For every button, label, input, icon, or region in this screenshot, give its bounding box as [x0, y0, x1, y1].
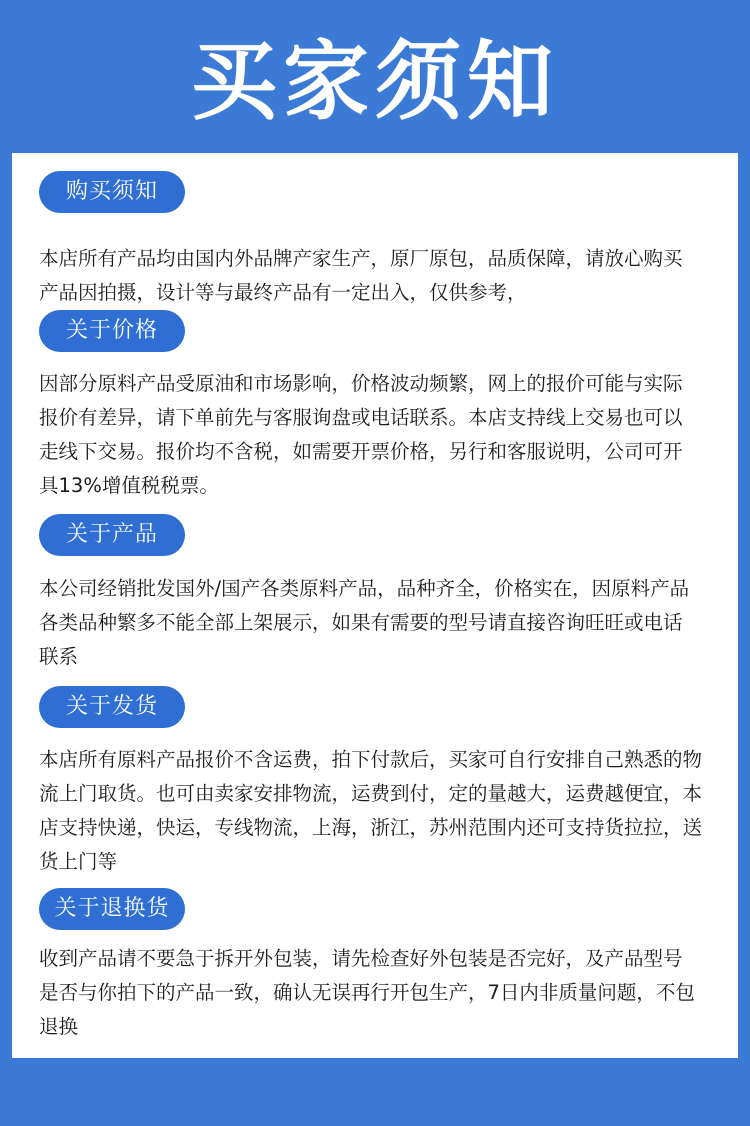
section-heading-badge: 关于退换货	[39, 888, 185, 930]
section-body-text: 本公司经销批发国外/国产各类原料产品，品种齐全，价格实在，因原料产品 各类品种繁多不能全部上架展示，如果有需要的型号请直接咨询旺旺或电话 联系	[39, 577, 690, 668]
section-body-text: 因部分原料产品受原油和市场影响，价格波动频繁，网上的报价可能与实际 报价有差异，请下单前先与客服询盘或电话联系。本店支持线上交易也可以 走线下交易。报价均不含税，如需要开票价格，另行和客服说明，公司可开 具13%增值税税票。	[39, 372, 683, 497]
section-body-text: 本店所有产品均由国内外品牌产家生产，原厂原包，品质保障，请放心购买 产品因拍摄，设计等与最终产品有一定出入，仅供参考，	[39, 247, 683, 304]
section-heading-badge: 关于价格	[39, 310, 185, 352]
section-body-text: 本店所有原料产品报价不含运费，拍下付款后，买家可自行安排自己熟悉的物 流上门取货。也可由卖家安排物流，运费到付，定的量越大，运费越便宜，本 店支持快递，快运，专线物流，上海，浙江，苏州范围内还可支持货拉拉，送 货上门等	[39, 748, 703, 873]
notice-panel	[12, 153, 738, 1058]
page-title: 买家须知	[191, 32, 559, 132]
section-body-text: 收到产品请不要急于拆开外包装，请先检查好外包装是否完好，及产品型号 是否与你拍下的产品一致，确认无误再行开包生产，7日内非质量问题，不包 退换	[39, 947, 695, 1038]
section-heading-badge: 购买须知	[39, 171, 185, 213]
section-heading-badge: 关于产品	[39, 514, 185, 556]
section-heading-badge: 关于发货	[39, 686, 185, 728]
